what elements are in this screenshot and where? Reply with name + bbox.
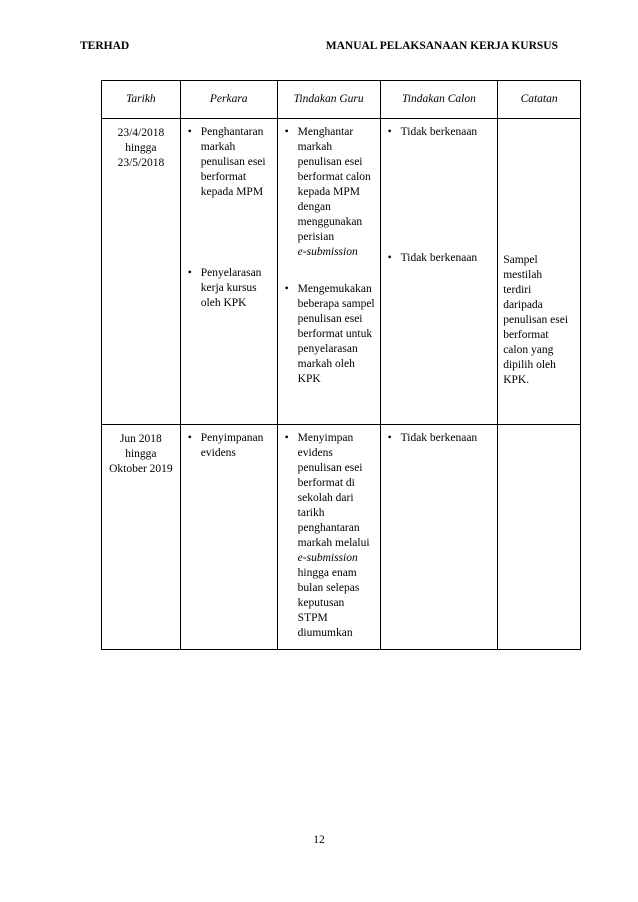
list-item: • Menghantar markah penulisan esei berformat calon kepada MPM dengan menggunakan perisian e-submission: [284, 126, 371, 258]
table-header-row: [102, 81, 581, 119]
list-item: • Penyimpanan evidens: [187, 432, 264, 459]
bullet-icon: •: [387, 126, 392, 138]
schedule-table: [101, 80, 581, 650]
bullet-icon: •: [284, 126, 289, 138]
list-item: • Mengemukakan beberapa sampel penulisan esei berformat untuk penyelarasan markah oleh KPK: [284, 283, 375, 385]
list-item: • Tidak berkenaan: [387, 252, 478, 264]
column-header-tarikh: Tarikh: [102, 81, 181, 119]
list-item: • Tidak berkenaan: [387, 126, 478, 138]
cell-tindakan-guru: [277, 119, 380, 425]
cell-tindakan-calon: [380, 119, 498, 425]
cell-catatan: [498, 119, 581, 425]
header-left: TERHAD: [80, 40, 130, 52]
cell-tarikh: Jun 2018 hingga Oktober 2019: [102, 425, 181, 650]
cell-catatan: [498, 425, 581, 650]
column-header-perkara: Perkara: [180, 81, 277, 119]
bullet-icon: •: [284, 432, 289, 444]
list-item: • Menyimpan evidens penulisan esei berformat di sekolah dari tarikh penghantaran markah melalui e-submission hingga enam bulan selepas keputusan STPM diumumkan: [284, 432, 370, 639]
bullet-icon: •: [187, 126, 192, 138]
column-header-tindakan-guru: Tindakan Guru: [277, 81, 380, 119]
catatan-note: Sampel mestilah terdiri daripada penulisan esei berformat calon yang dipilih oleh KPK.: [503, 254, 569, 386]
column-header-tindakan-calon: Tindakan Calon: [380, 81, 498, 119]
table-row: [102, 425, 581, 650]
bullet-icon: •: [387, 432, 392, 444]
cell-tindakan-calon: [380, 425, 498, 650]
cell-tarikh: 23/4/2018 hingga 23/5/2018: [102, 119, 181, 425]
header-right: MANUAL PELAKSANAAN KERJA KURSUS: [325, 40, 558, 52]
page-number: 12: [313, 834, 325, 846]
cell-perkara: [180, 425, 277, 650]
column-header-catatan: Catatan: [498, 81, 581, 119]
list-item: • Penghantaran markah penulisan esei berformat kepada MPM: [187, 126, 266, 198]
bullet-icon: •: [187, 267, 192, 279]
list-item: • Tidak berkenaan: [387, 432, 478, 444]
cell-tindakan-guru: [277, 425, 380, 650]
bullet-icon: •: [387, 252, 392, 264]
table-row: [102, 119, 581, 425]
bullet-icon: •: [187, 432, 192, 444]
list-item: • Penyelarasan kerja kursus oleh KPK: [187, 267, 262, 309]
cell-perkara: [180, 119, 277, 425]
bullet-icon: •: [284, 283, 289, 295]
